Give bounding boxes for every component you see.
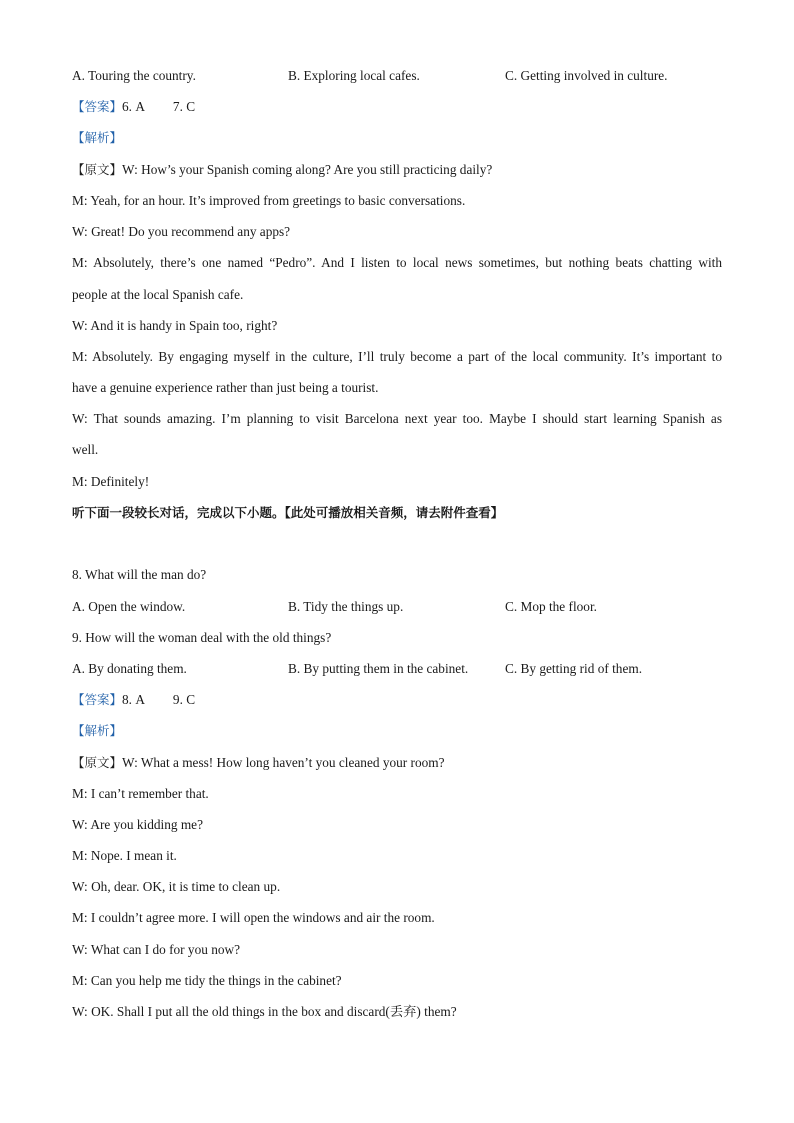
dialog1-line-4a: M: Absolutely, there’s one named “Pedro”. And I listen to local news sometimes, but nothing beats chatting with — [72, 255, 722, 270]
q9-option-b: B. By putting them in the cabinet. — [288, 661, 469, 676]
answer-7: 7. C — [172, 99, 196, 114]
dialog2-line-7: W: What can I do for you now? — [72, 942, 241, 957]
dialog1-line-2: M: Yeah, for an hour. It’s improved from greetings to basic conversations. — [72, 193, 466, 208]
transcript-label: 【原文】 — [72, 755, 123, 770]
dialog2-line-9: W: OK. Shall I put all the old things in the box and discard(丢弃) them? — [72, 1004, 457, 1019]
dialog1-line-8: M: Definitely! — [72, 474, 150, 489]
q9-option-a: A. By donating them. — [72, 661, 187, 676]
answer-8: 8. A — [122, 692, 145, 707]
dialog2-line-3: W: Are you kidding me? — [72, 817, 203, 832]
q7-option-a: A. Touring the country. — [72, 68, 196, 83]
dialog1-line-1 — [72, 161, 722, 179]
q8-option-b: B. Tidy the things up. — [288, 599, 404, 614]
dialog2-line-1 — [72, 754, 722, 772]
dialog2-line-4: M: Nope. I mean it. — [72, 848, 177, 863]
answer-6: 6. A — [122, 99, 145, 114]
question-9: 9. How will the woman deal with the old things? — [72, 630, 332, 645]
dialog1-line-7b: well. — [72, 442, 99, 457]
answer-label: 【答案】 — [72, 99, 123, 114]
dialog1-line-3: W: Great! Do you recommend any apps? — [72, 224, 291, 239]
analysis-label: 【解析】 — [72, 130, 123, 145]
q7-option-c: C. Getting involved in culture. — [505, 68, 668, 83]
dialog2-line-2: M: I can’t remember that. — [72, 786, 209, 801]
q9-option-c: C. By getting rid of them. — [505, 661, 643, 676]
dialog2-line-5: W: Oh, dear. OK, it is time to clean up. — [72, 879, 281, 894]
answer-line-2 — [72, 691, 722, 709]
q7-option-b: B. Exploring local cafes. — [288, 68, 420, 83]
dialog2-line-6: M: I couldn’t agree more. I will open the windows and air the room. — [72, 910, 435, 925]
answer-9: 9. C — [172, 692, 196, 707]
answer-label: 【答案】 — [72, 692, 123, 707]
question-8: 8. What will the man do? — [72, 567, 207, 582]
listening-instruction: 听下面一段较长对话，完成以下小题。【此处可播放相关音频，请去附件查看】 — [72, 505, 504, 520]
dialog1-line-5: W: And it is handy in Spain too, right? — [72, 318, 278, 333]
q8-option-a: A. Open the window. — [72, 599, 186, 614]
analysis-line-2 — [72, 722, 722, 740]
transcript-label: 【原文】 — [72, 162, 123, 177]
dialog1-text-1: W: How’s your Spanish coming along? Are you still practicing daily? — [122, 162, 493, 177]
dialog2-line-8: M: Can you help me tidy the things in the cabinet? — [72, 973, 342, 988]
dialog1-line-7a: W: That sounds amazing. I’m planning to visit Barcelona next year too. Maybe I should start learning Spanish as — [72, 411, 722, 426]
q8-option-c: C. Mop the floor. — [505, 599, 597, 614]
analysis-label: 【解析】 — [72, 723, 123, 738]
analysis-line-1 — [72, 129, 722, 147]
dialog2-text-1: W: What a mess! How long haven’t you cleaned your room? — [122, 755, 445, 770]
dialog1-line-4b: people at the local Spanish cafe. — [72, 287, 244, 302]
dialog1-line-6b: have a genuine experience rather than just being a tourist. — [72, 380, 379, 395]
answer-line-1 — [72, 98, 722, 116]
dialog1-line-6a: M: Absolutely. By engaging myself in the culture, I’ll truly become a part of the local community. It’s important to — [72, 349, 722, 364]
